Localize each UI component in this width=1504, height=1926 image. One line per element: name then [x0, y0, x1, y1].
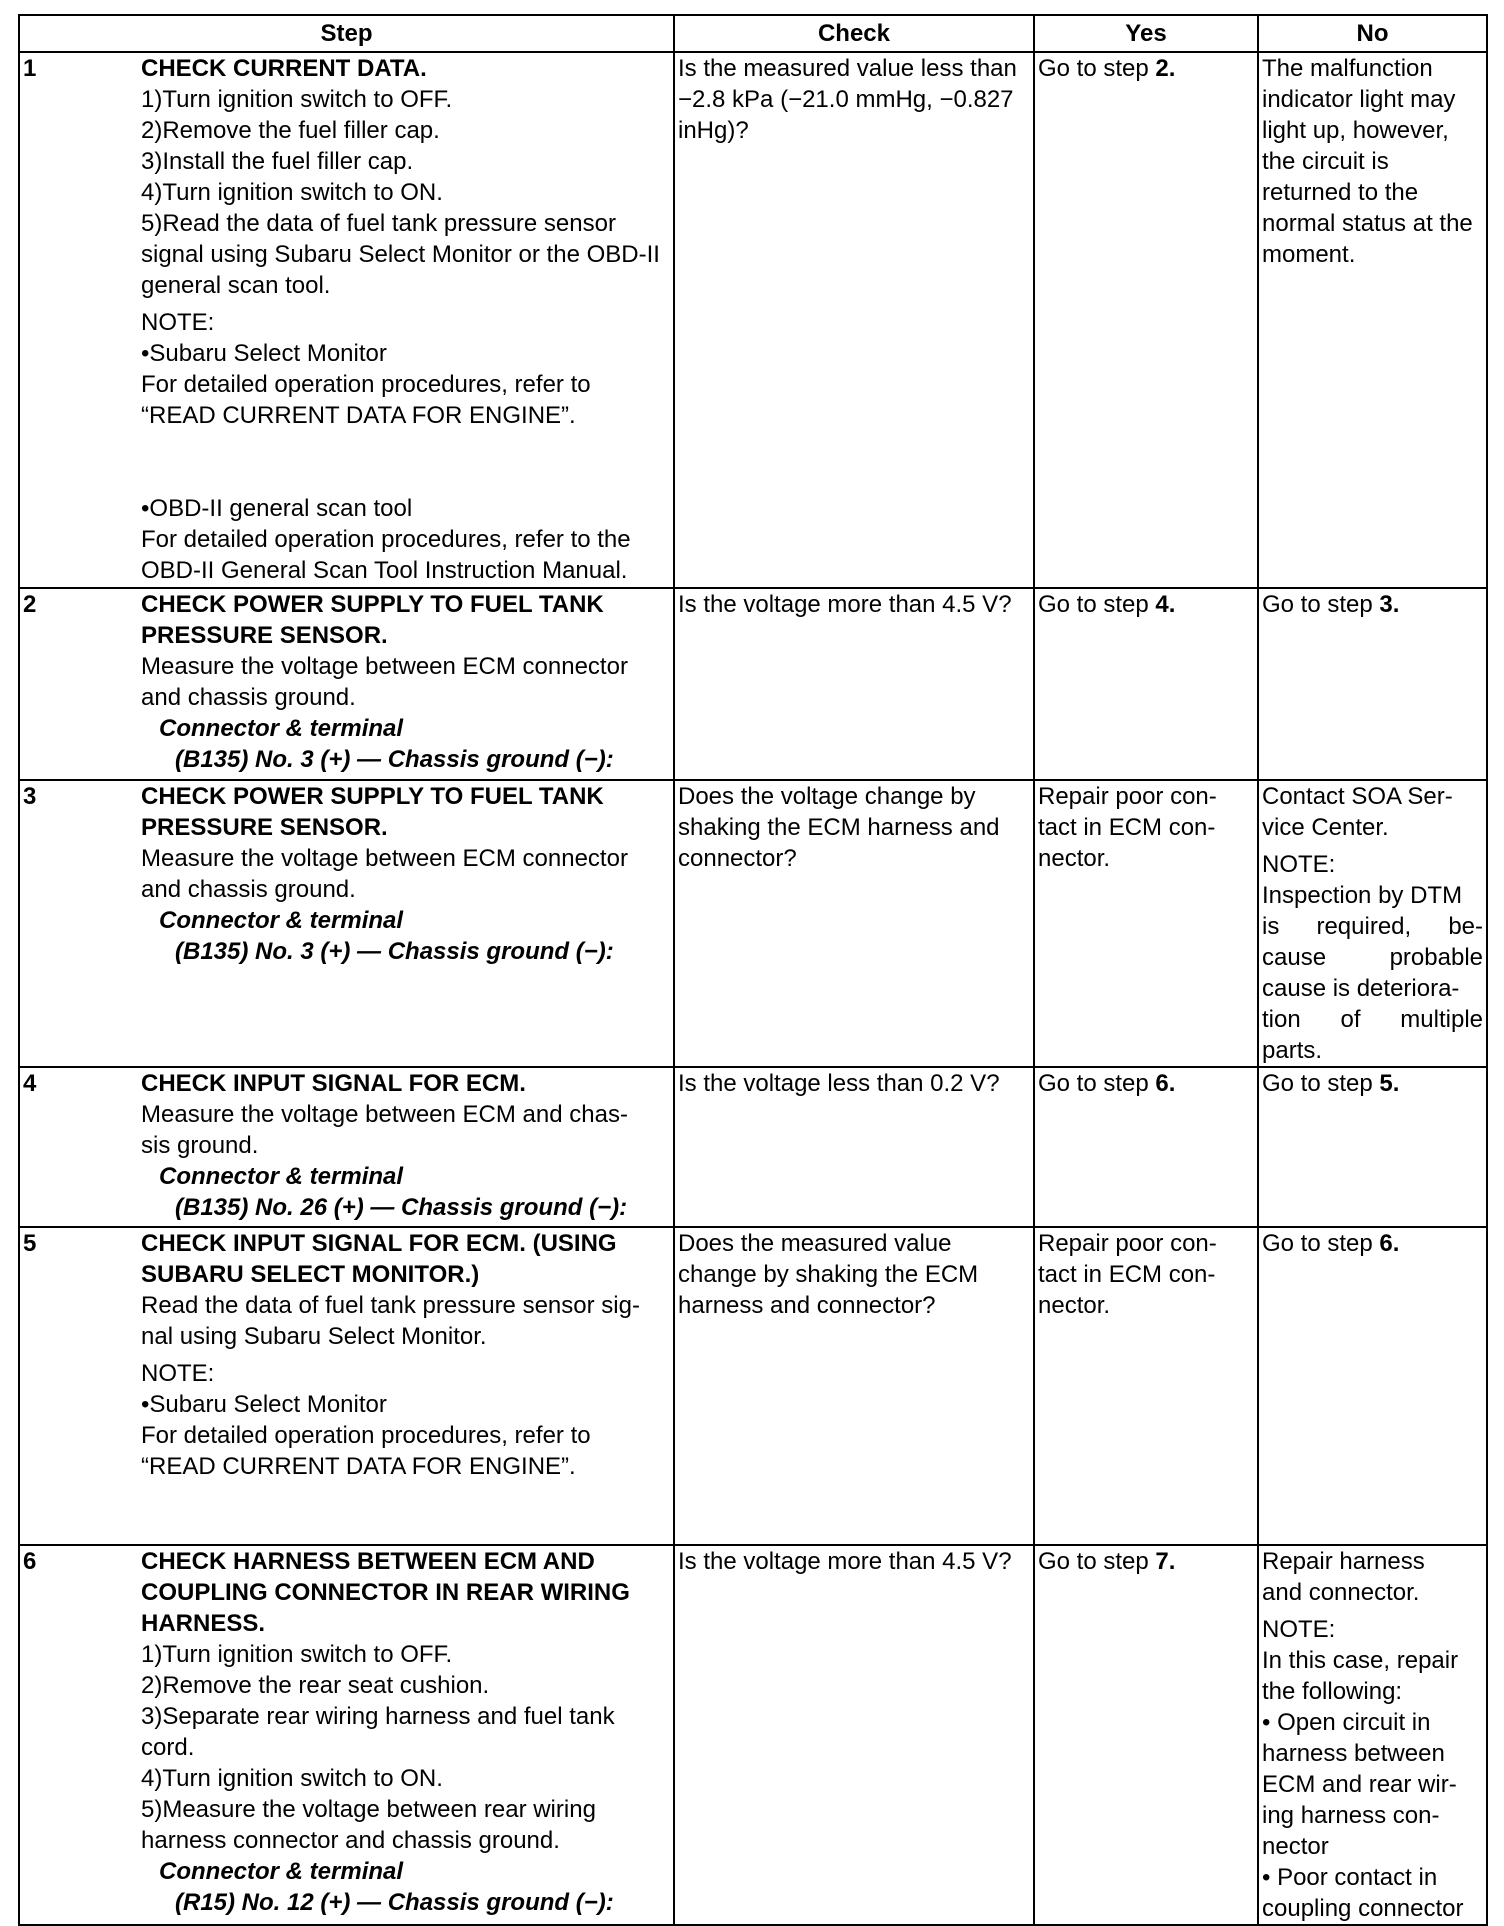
note-item: •Subaru Select Monitor	[141, 1391, 387, 1418]
table-row	[19, 1545, 1487, 1925]
step-number: 3	[23, 783, 37, 810]
yes-prefix: Go to step	[1038, 55, 1156, 82]
connector-label: Connector & terminal	[159, 715, 404, 742]
yes-step: 4.	[1155, 591, 1176, 618]
step-title: CHECK INPUT SIGNAL FOR ECM.	[141, 1070, 526, 1097]
no-note-line: ECM and rear wir-	[1262, 1771, 1457, 1798]
connector-value: (B135) No. 3 (+) — Chassis ground (−):	[175, 938, 614, 965]
no-prefix: Go to step	[1262, 591, 1380, 618]
no-note-line: ing harness con-	[1262, 1802, 1440, 1829]
no-prefix: Go to step	[1262, 1230, 1380, 1257]
step-line: 2)Remove the rear seat cushion.	[141, 1672, 490, 1699]
step-title: CHECK HARNESS BETWEEN ECM AND COUPLING CONNECTOR IN REAR WIRING HARNESS.	[141, 1548, 630, 1637]
step-line: 5)Measure the voltage between rear wiring harness connector and chassis ground.	[141, 1796, 596, 1854]
note-label: NOTE:	[1262, 851, 1336, 878]
yes-cell	[1034, 1545, 1258, 1925]
step-number: 1	[23, 55, 37, 82]
no-line: Contact SOA Ser-	[1262, 783, 1453, 810]
step-text: Measure the voltage between ECM connector and chassis ground.	[141, 845, 628, 903]
no-line: vice Center.	[1262, 814, 1389, 841]
yes-line: tact in ECM con-	[1038, 1261, 1216, 1288]
diagnostic-table	[18, 14, 1488, 1926]
no-line: and connector.	[1262, 1579, 1420, 1606]
yes-line: Repair poor con-	[1038, 1230, 1217, 1257]
no-note-line: In this case, repair	[1262, 1647, 1459, 1674]
connector-label: Connector & terminal	[159, 1163, 404, 1190]
table-row	[19, 588, 1487, 780]
check-cell: Is the voltage more than 4.5 V?	[674, 1545, 1034, 1925]
step-line: 2)Remove the fuel filler cap.	[141, 117, 440, 144]
yes-line: nector.	[1038, 1292, 1111, 1319]
yes-step: 2.	[1155, 55, 1176, 82]
step-number: 4	[23, 1070, 37, 1097]
step-line: 5)Read the data of fuel tank pressure sensor signal using Subaru Select Monitor or the OBD-II general scan tool.	[141, 210, 660, 299]
table-row	[19, 1227, 1487, 1545]
step-cell	[19, 1067, 674, 1227]
header-yes: Yes	[1034, 15, 1258, 52]
no-note-line: • Open circuit in	[1262, 1709, 1431, 1736]
step-text: Measure the voltage between ECM connector and chassis ground.	[141, 653, 628, 711]
table-row	[19, 52, 1487, 588]
no-note-line: tion of multiple	[1262, 1006, 1483, 1033]
table-row	[19, 780, 1487, 1067]
no-note-line: nector	[1262, 1833, 1329, 1860]
yes-prefix: Go to step	[1038, 591, 1156, 618]
note-item: •Subaru Select Monitor	[141, 340, 387, 367]
table-row	[19, 1067, 1487, 1227]
connector-value: (B135) No. 3 (+) — Chassis ground (−):	[175, 746, 614, 773]
no-note-line: cause probable	[1262, 944, 1483, 971]
step-cell	[19, 780, 674, 1067]
step-line: 1)Turn ignition switch to OFF.	[141, 1641, 453, 1668]
no-note-line: parts.	[1262, 1037, 1323, 1064]
header-check: Check	[674, 15, 1034, 52]
step-line: 1)Turn ignition switch to OFF.	[141, 86, 453, 113]
step-title: SUBARU SELECT MONITOR.)	[141, 1261, 480, 1288]
no-cell	[1258, 1227, 1487, 1545]
connector-value: (R15) No. 12 (+) — Chassis ground (−):	[175, 1889, 614, 1916]
yes-cell	[1034, 1227, 1258, 1545]
no-note-line: cause is deteriora-	[1262, 975, 1460, 1002]
step-number: 6	[23, 1548, 37, 1575]
yes-step: 7.	[1155, 1548, 1176, 1575]
yes-prefix: Go to step	[1038, 1070, 1156, 1097]
check-cell: Does the voltage change by shaking the ECM harness and connector?	[674, 780, 1034, 1067]
step-cell	[19, 1545, 674, 1925]
yes-cell	[1034, 52, 1258, 588]
step-text: Measure the voltage between ECM and chas-	[141, 1101, 628, 1128]
check-cell: Is the voltage more than 4.5 V?	[674, 588, 1034, 780]
check-cell: Does the measured value change by shaking the ECM harness and connector?	[674, 1227, 1034, 1545]
no-cell	[1258, 1545, 1487, 1925]
step-line: 4)Turn ignition switch to ON.	[141, 1765, 443, 1792]
yes-line: Repair poor con-	[1038, 783, 1217, 810]
step-cell	[19, 588, 674, 780]
no-line: Repair harness	[1262, 1548, 1425, 1575]
no-note-line: the following:	[1262, 1678, 1403, 1705]
no-step: 6.	[1379, 1230, 1400, 1257]
no-step: 3.	[1379, 591, 1400, 618]
no-note-line: • Poor contact in	[1262, 1864, 1438, 1891]
step-number: 5	[23, 1230, 37, 1257]
step-line: 3)Install the fuel filler cap.	[141, 148, 414, 175]
connector-label: Connector & terminal	[159, 1858, 404, 1885]
yes-prefix: Go to step	[1038, 1548, 1156, 1575]
connector-label: Connector & terminal	[159, 907, 404, 934]
step-title: CHECK POWER SUPPLY TO FUEL TANK PRESSURE SENSOR.	[141, 591, 604, 649]
note-text: For detailed operation procedures, refer to the OBD-II General Scan Tool Instruction Manual.	[141, 526, 631, 584]
yes-cell	[1034, 1067, 1258, 1227]
step-text: nal using Subaru Select Monitor.	[141, 1323, 487, 1350]
note-text: For detailed operation procedures, refer to “READ CURRENT DATA FOR ENGINE”.	[141, 1422, 591, 1480]
yes-step: 6.	[1155, 1070, 1176, 1097]
step-cell	[19, 1227, 674, 1545]
yes-cell	[1034, 780, 1258, 1067]
step-text: Read the data of fuel tank pressure sensor sig-	[141, 1292, 640, 1319]
note-label: NOTE:	[141, 1360, 215, 1387]
yes-line: tact in ECM con-	[1038, 814, 1216, 841]
header-step: Step	[19, 15, 674, 52]
step-title: CHECK POWER SUPPLY TO FUEL TANK PRESSURE SENSOR.	[141, 783, 604, 841]
no-note-line: coupling connector	[1262, 1895, 1464, 1922]
header-row	[19, 15, 1487, 52]
check-cell: Is the measured value less than −2.8 kPa (−21.0 mmHg, −0.827 inHg)?	[674, 52, 1034, 588]
no-step: 5.	[1379, 1070, 1400, 1097]
step-line: 4)Turn ignition switch to ON.	[141, 179, 443, 206]
step-title: CHECK CURRENT DATA.	[141, 55, 427, 82]
connector-value: (B135) No. 26 (+) — Chassis ground (−):	[175, 1194, 628, 1221]
no-note-line: Inspection by DTM	[1262, 882, 1463, 909]
no-note-line: is required, be-	[1262, 913, 1483, 940]
header-no: No	[1258, 15, 1487, 52]
no-cell	[1258, 780, 1487, 1067]
no-cell	[1258, 1067, 1487, 1227]
step-title: CHECK INPUT SIGNAL FOR ECM. (USING	[141, 1230, 617, 1257]
step-cell	[19, 52, 674, 588]
note-item: •OBD-II general scan tool	[141, 495, 413, 522]
no-cell: The malfunction indicator light may light up, however, the circuit is returned to the normal status at the moment.	[1258, 52, 1487, 588]
no-prefix: Go to step	[1262, 1070, 1380, 1097]
note-label: NOTE:	[1262, 1616, 1336, 1643]
yes-cell	[1034, 588, 1258, 780]
no-note-line: harness between	[1262, 1740, 1445, 1767]
check-cell: Is the voltage less than 0.2 V?	[674, 1067, 1034, 1227]
note-text: For detailed operation procedures, refer to “READ CURRENT DATA FOR ENGINE”.	[141, 371, 591, 429]
step-number: 2	[23, 591, 37, 618]
note-label: NOTE:	[141, 309, 215, 336]
step-line: 3)Separate rear wiring harness and fuel tank cord.	[141, 1703, 615, 1761]
no-cell	[1258, 588, 1487, 780]
step-text: sis ground.	[141, 1132, 259, 1159]
yes-line: nector.	[1038, 845, 1111, 872]
